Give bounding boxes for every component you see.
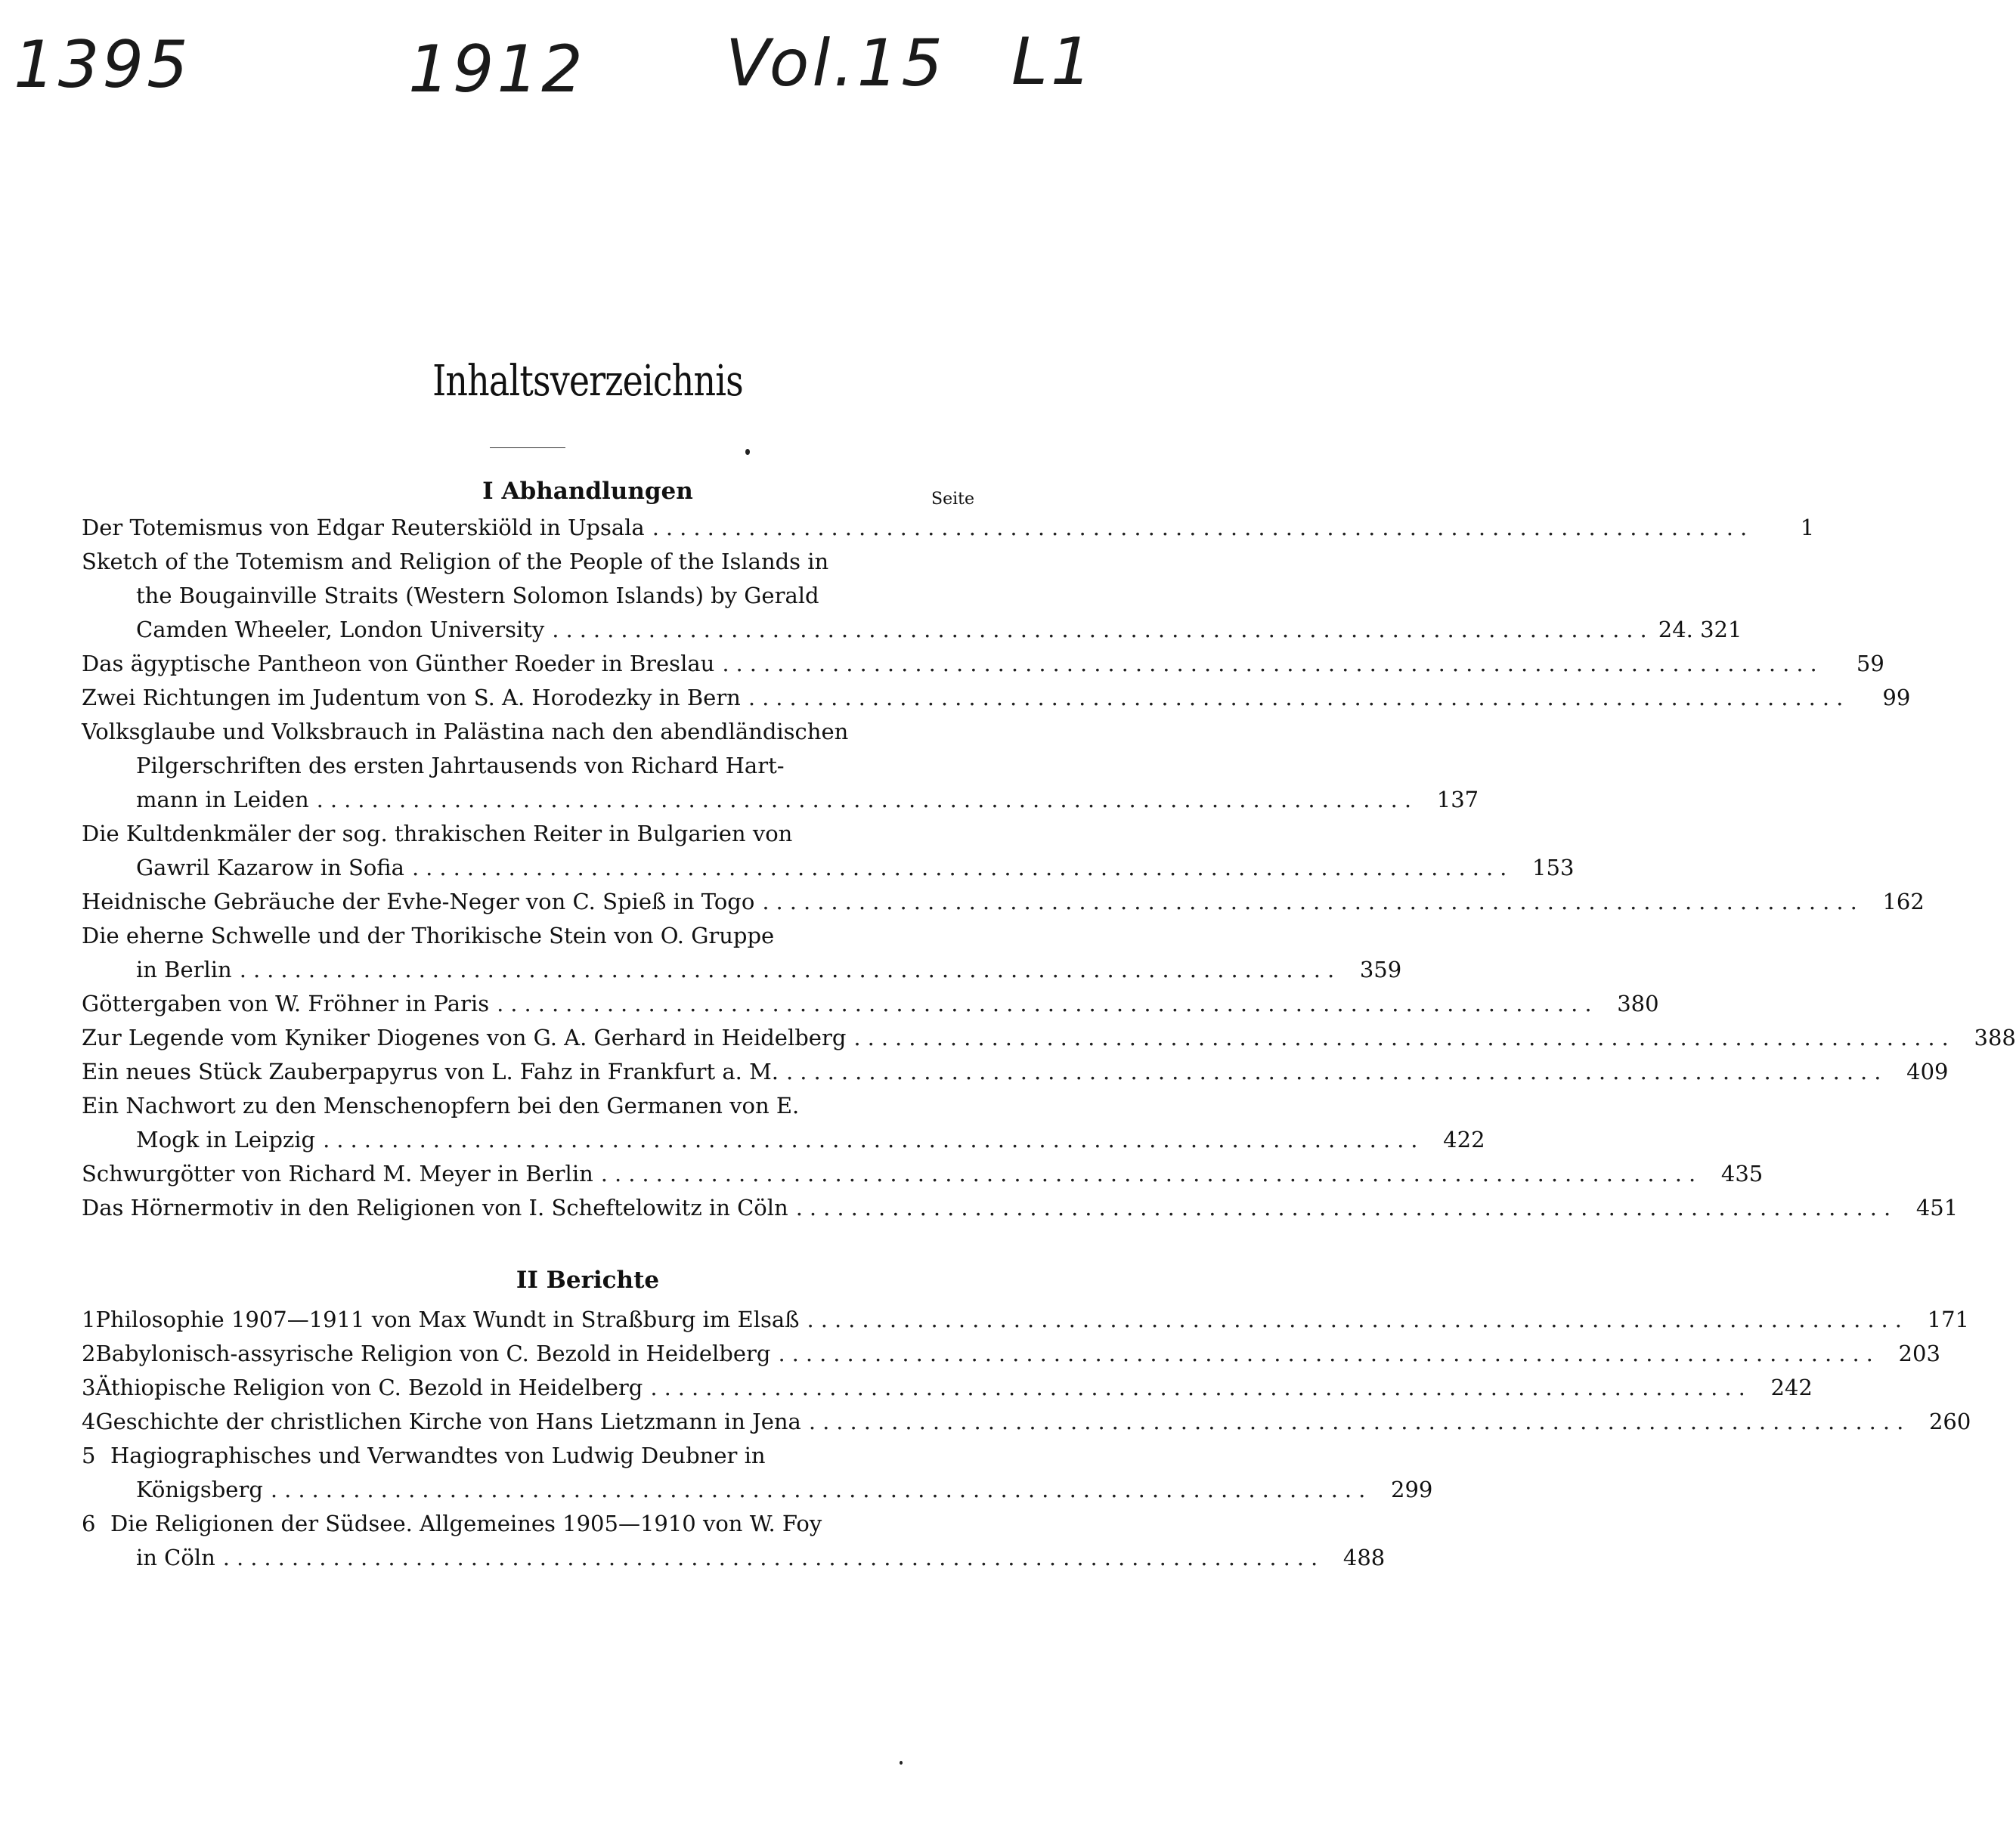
entry-page-number: 1 — [1800, 515, 1815, 540]
entry-page-number: 359 — [1359, 957, 1402, 982]
section-heading-abhandlungen: I Abhandlungen — [482, 478, 693, 505]
toc-entry-line — [82, 851, 1575, 885]
toc-entry-line — [82, 1191, 1959, 1225]
toc-entry — [82, 1191, 1959, 1225]
dot-leader: ................................................................................ — [270, 1477, 1373, 1502]
toc-entry — [82, 1089, 1485, 1157]
entry-number: 2 — [82, 1341, 96, 1366]
dot-leader: ................................................................................ — [323, 1127, 1425, 1152]
entry-text: Das Hörnermotiv in den Religionen von I. Scheftelowitz in Cöln — [82, 1195, 788, 1221]
toc-entry-line — [82, 1123, 1485, 1157]
toc-entry — [82, 1507, 1386, 1575]
toc-entry-line — [82, 647, 1884, 681]
entry-page-number: 242 — [1770, 1375, 1813, 1400]
entry-text: Ein Nachwort zu den Menschenopfern bei den Germanen von E. — [82, 1093, 800, 1118]
entry-page-number: 380 — [1617, 991, 1659, 1016]
entry-page-number: 24. 321 — [1658, 617, 1742, 642]
ink-speck — [745, 449, 750, 455]
toc-entry-line — [82, 885, 1925, 919]
dot-leader: ................................................................................ — [316, 787, 1419, 812]
entry-number: 5 — [82, 1443, 96, 1468]
entry-text: in Cöln — [136, 1545, 215, 1570]
ink-speck — [900, 1761, 903, 1765]
dot-leader: ................................................................................ — [795, 1195, 1898, 1221]
entry-text: Königsberg — [136, 1477, 263, 1502]
toc-entry — [82, 1055, 1949, 1089]
entry-page-number: 299 — [1391, 1477, 1433, 1502]
entry-text: Ein neues Stück Zauberpapyrus von L. Fahz in Frankfurt a. M. — [82, 1059, 779, 1084]
toc-entry-line — [82, 1303, 1969, 1337]
entry-page-number: 388 — [1974, 1025, 2016, 1050]
entry-text: Die Kultdenkmäler der sog. thrakischen Reiter in Bulgarien von — [82, 821, 793, 846]
toc-entry — [82, 1371, 1813, 1405]
toc-entry-line — [82, 1541, 1386, 1575]
page-title: Inhaltsverzeichnis — [432, 357, 743, 406]
toc-entry-line — [82, 1337, 1940, 1371]
entry-text: the Bougainville Straits (Western Solomon Islands) by Gerald — [136, 583, 819, 608]
toc-entry-line — [82, 545, 977, 579]
dot-leader: ................................................................................ — [808, 1409, 1911, 1434]
berichte-list — [82, 1303, 1971, 1575]
entry-page-number: 422 — [1443, 1127, 1485, 1152]
entry-text: Gawril Kazarow in Sofia — [136, 855, 404, 880]
dot-leader: ................................................................................ — [222, 1545, 1325, 1570]
entry-text: Hagiographisches und Verwandtes von Ludwig Deubner in — [110, 1443, 766, 1468]
entry-page-number: 59 — [1856, 651, 1884, 676]
entry-number: 1 — [82, 1307, 96, 1332]
toc-entry-line — [82, 715, 977, 749]
entry-text: Das ägyptische Pantheon von Günther Roeder in Breslau — [82, 651, 715, 676]
title-divider — [490, 447, 565, 448]
entry-text: Camden Wheeler, London University — [136, 617, 545, 642]
toc-entry-line — [82, 1021, 2016, 1055]
toc-entry-line — [82, 613, 1742, 647]
entry-page-number: 488 — [1342, 1545, 1386, 1570]
toc-entry — [82, 647, 1884, 681]
entry-page-number: 451 — [1915, 1195, 1959, 1221]
toc-entry-line — [82, 1157, 1764, 1191]
entry-text: Babylonisch-assyrische Religion von C. Bezold in Heidelberg — [95, 1341, 771, 1366]
entry-page-number: 435 — [1720, 1161, 1764, 1186]
dot-leader: ................................................................................ — [652, 515, 1754, 540]
toc-entry-line — [82, 749, 977, 783]
handwritten-number-1395: 1395 — [14, 27, 191, 103]
page-column-label: Seite — [931, 490, 974, 509]
handwritten-volume: Vol.15 — [726, 26, 946, 101]
dot-leader: ................................................................................ — [239, 957, 1342, 982]
toc-entry — [82, 1157, 1764, 1191]
dot-leader: ................................................................................ — [497, 991, 1599, 1016]
toc-entry — [82, 987, 1659, 1021]
entry-text: in Berlin — [136, 957, 232, 982]
toc-entry — [82, 715, 1479, 817]
toc-entry-line — [82, 1507, 977, 1541]
entry-text: Äthiopische Religion von C. Bezold in Heidelberg — [95, 1375, 643, 1400]
section-heading-berichte: II Berichte — [516, 1267, 660, 1294]
entry-text: Göttergaben von W. Fröhner in Paris — [82, 991, 490, 1016]
toc-entry — [82, 1303, 1969, 1337]
toc-entry — [82, 1439, 1433, 1507]
entry-page-number: 260 — [1928, 1409, 1971, 1434]
entry-page-number: 137 — [1436, 787, 1479, 812]
entry-text: Mogk in Leipzig — [136, 1127, 316, 1152]
entry-text: Schwurgötter von Richard M. Meyer in Berlin — [82, 1161, 593, 1186]
entry-page-number: 153 — [1532, 855, 1575, 880]
toc-entry-line — [82, 579, 977, 613]
toc-entry-line — [82, 1089, 977, 1123]
entry-page-number: 409 — [1906, 1059, 1949, 1084]
toc-entry-line — [82, 919, 977, 953]
entry-page-number: 203 — [1898, 1341, 1940, 1366]
entry-text: Pilgerschriften des ersten Jahrtausends von Richard Hart- — [136, 753, 785, 778]
toc-entry — [82, 511, 1815, 545]
toc-entry-line — [82, 1439, 977, 1473]
dot-leader: ................................................................................ — [748, 685, 1850, 710]
toc-entry — [82, 681, 1911, 715]
dot-leader: ................................................................................ — [411, 855, 1514, 880]
toc-entry-line — [82, 987, 1659, 1021]
handwritten-annotations — [0, 24, 1175, 125]
toc-entry-line — [82, 1473, 1433, 1507]
entry-text: Zwei Richtungen im Judentum von S. A. Horodezky in Bern — [82, 685, 741, 710]
dot-leader: ................................................................................ — [778, 1341, 1880, 1366]
dot-leader: ................................................................................ — [807, 1307, 1909, 1332]
entry-text: Die Religionen der Südsee. Allgemeines 1905—1910 von W. Foy — [110, 1511, 822, 1536]
toc-entry-line — [82, 783, 1479, 817]
dot-leader: ................................................................................ — [853, 1025, 1956, 1050]
entry-page-number: 171 — [1927, 1307, 1969, 1332]
toc-entry-line — [82, 1055, 1949, 1089]
dot-leader: ................................................................................ — [762, 889, 1864, 914]
entry-number: 6 — [82, 1511, 96, 1536]
entry-text: Volksglaube und Volksbrauch in Palästina nach den abendländischen — [82, 719, 849, 744]
entry-text: Philosophie 1907—1911 von Max Wundt in Straßburg im Elsaß — [95, 1307, 800, 1332]
handwritten-year: 1912 — [408, 32, 586, 107]
toc-entry-line — [82, 1371, 1813, 1405]
dot-leader: ................................................................................ — [786, 1059, 1888, 1084]
entry-text: mann in Leiden — [136, 787, 309, 812]
entry-text: Geschichte der christlichen Kirche von Hans Lietzmann in Jena — [95, 1409, 801, 1434]
toc-entry — [82, 885, 1925, 919]
entry-text: Der Totemismus von Edgar Reuterskiöld in Upsala — [82, 515, 645, 540]
entry-text: Zur Legende vom Kyniker Diogenes von G. A. Gerhard in Heidelberg — [82, 1025, 847, 1050]
entry-text: Sketch of the Totemism and Religion of the People of the Islands in — [82, 549, 829, 574]
toc-entry-line — [82, 1405, 1971, 1439]
entry-number: 4 — [82, 1409, 96, 1434]
toc-entry — [82, 1337, 1940, 1371]
entry-text: Die eherne Schwelle und der Thorikische Stein von O. Gruppe — [82, 923, 775, 948]
toc-entry — [82, 1021, 2016, 1055]
entry-number: 3 — [82, 1375, 96, 1400]
entry-page-number: 99 — [1882, 685, 1911, 710]
dot-leader: ................................................................................ — [722, 651, 1824, 676]
toc-entry-line — [82, 953, 1402, 987]
toc-entry — [82, 545, 1742, 647]
toc-entry — [82, 817, 1575, 885]
toc-entry-line — [82, 511, 1815, 545]
abhandlungen-list — [82, 511, 2016, 1225]
entry-page-number: 162 — [1882, 889, 1925, 914]
toc-entry — [82, 919, 1402, 987]
toc-entry-line — [82, 681, 1911, 715]
dot-leader: ................................................................................ — [552, 617, 1654, 642]
dot-leader: ................................................................................ — [650, 1375, 1752, 1400]
handwritten-mark: L1 — [1011, 24, 1095, 100]
toc-entry — [82, 1405, 1971, 1439]
entry-text: Heidnische Gebräuche der Evhe-Neger von C. Spieß in Togo — [82, 889, 755, 914]
toc-entry-line — [82, 817, 977, 851]
dot-leader: ................................................................................ — [600, 1161, 1703, 1186]
